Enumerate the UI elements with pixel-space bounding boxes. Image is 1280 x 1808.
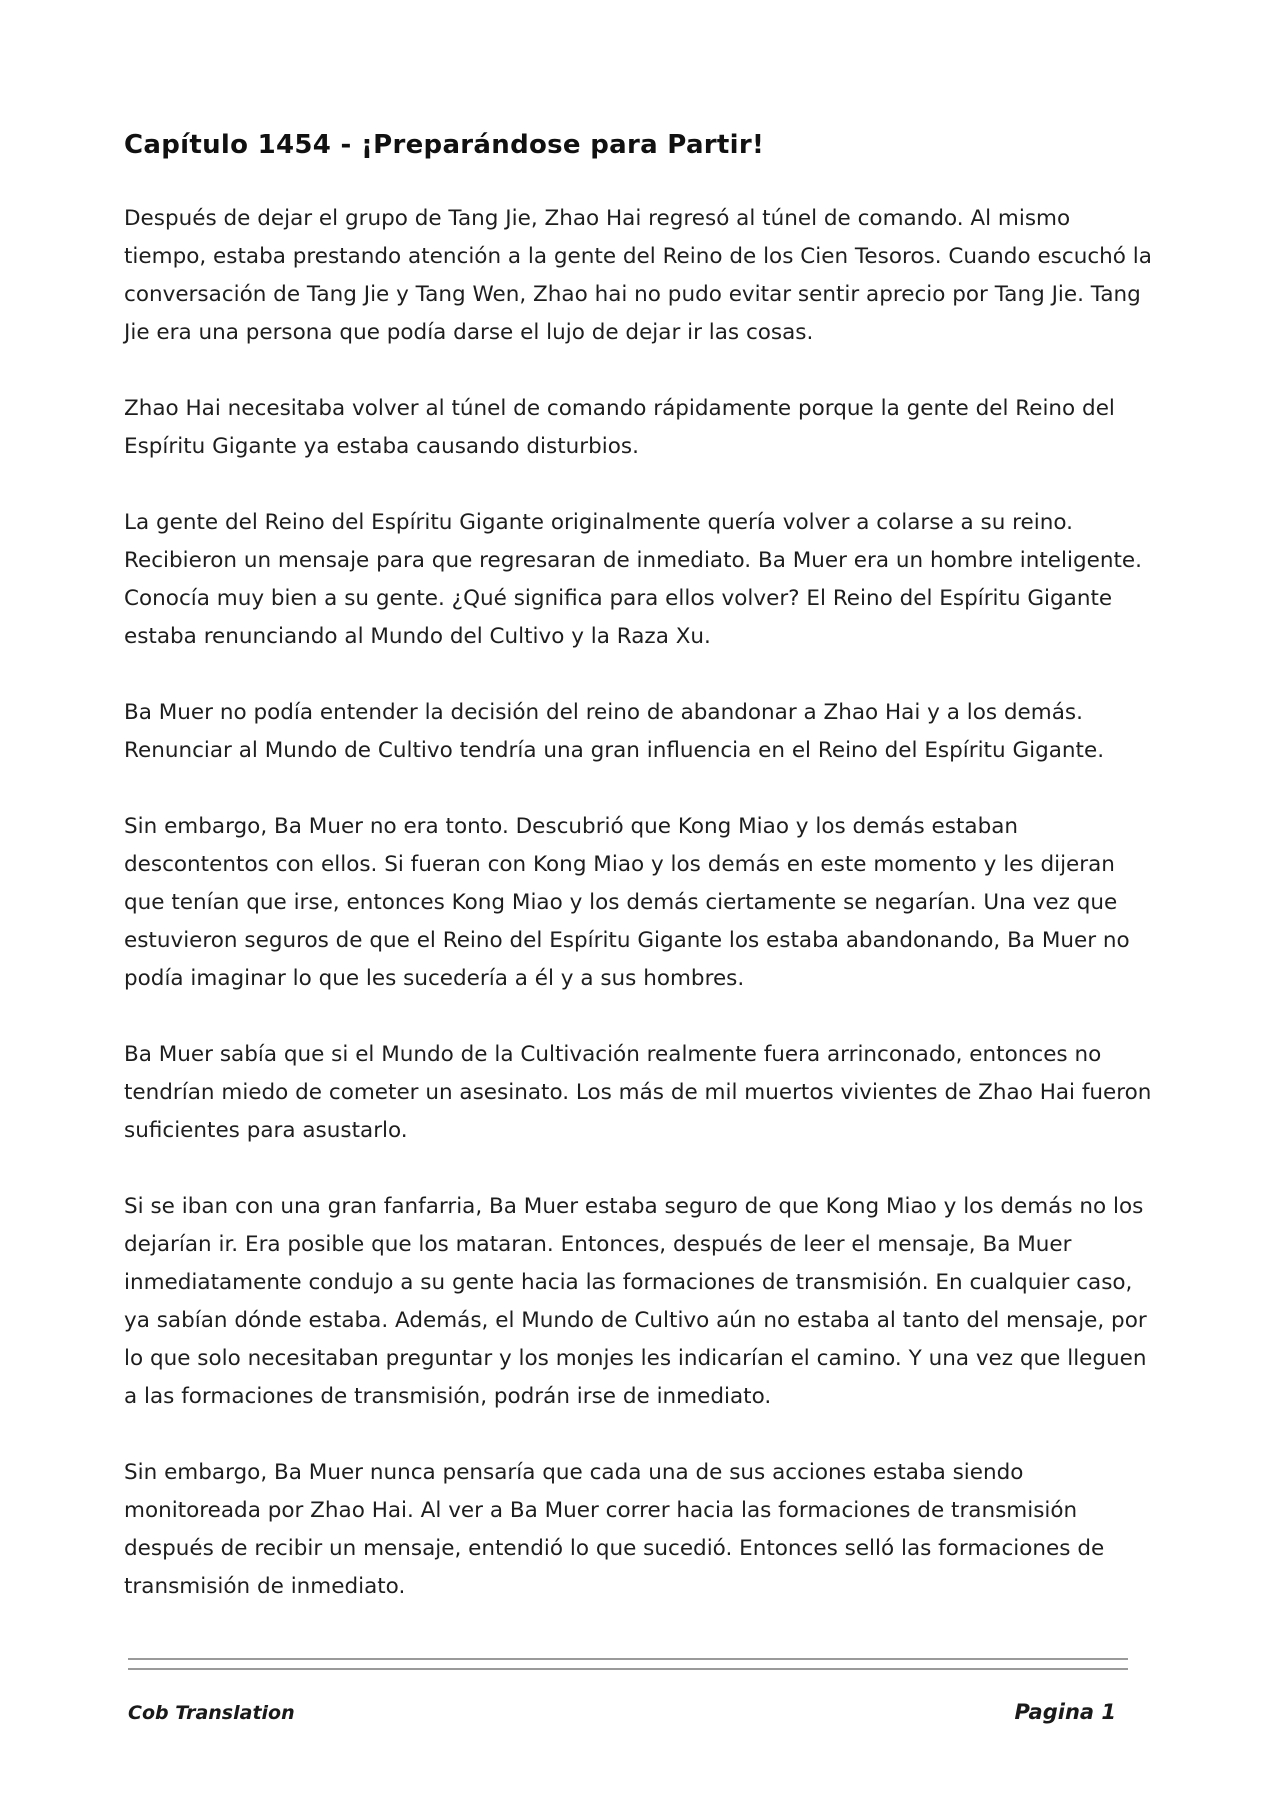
paragraph: Sin embargo, Ba Muer nunca pensaría que cada una de sus acciones estaba siendo monitoreada por Zhao Hai. Al ver a Ba Muer correr hacia las formaciones de transmisión después de recibir un mensaje, entendió lo que sucedió. Entonces selló las formaciones de transmisión de inmediato. bbox=[124, 1460, 1105, 1599]
footer-divider-bottom bbox=[128, 1668, 1128, 1670]
footer-page-number: Pagina 1 bbox=[1014, 1700, 1116, 1724]
paragraph: Sin embargo, Ba Muer no era tonto. Descubrió que Kong Miao y los demás estaban descontentos con ellos. Si fueran con Kong Miao y los demás en este momento y les dijeran que tenían que irse, entonces Kong Miao y los demás ciertamente se negarían. Una vez que estuvieron seguros de que el Reino del Espíritu Gigante los estaba abandonando, Ba Muer no podía imaginar lo que les sucedería a él y a sus hombres. bbox=[124, 814, 1130, 991]
paragraph: Ba Muer sabía que si el Mundo de la Cultivación realmente fuera arrinconado, entonces no tendrían miedo de cometer un asesinato. Los más de mil muertos vivientes de Zhao Hai fueron suficientes para asustarlo. bbox=[124, 1042, 1152, 1143]
footer-divider-top bbox=[128, 1658, 1128, 1660]
paragraph: La gente del Reino del Espíritu Gigante originalmente quería volver a colarse a su reino. Recibieron un mensaje para que regresaran de inmediato. Ba Muer era un hombre inteligente. Conocía muy bien a su gente. ¿Qué significa para ellos volver? El Reino del Espíritu Gigante estaba renunciando al Mundo del Cultivo y la Raza Xu. bbox=[124, 510, 1142, 649]
paragraph: Ba Muer no podía entender la decisión del reino de abandonar a Zhao Hai y a los demás. Renunciar al Mundo de Cultivo tendría una gran influencia en el Reino del Espíritu Gigante. bbox=[124, 700, 1105, 763]
paragraph: Zhao Hai necesitaba volver al túnel de comando rápidamente porque la gente del Reino del Espíritu Gigante ya estaba causando disturbios. bbox=[124, 396, 1115, 459]
footer-translator-credit: Cob Translation bbox=[128, 1702, 295, 1724]
chapter-body bbox=[124, 200, 1154, 1644]
paragraph: Si se iban con una gran fanfarria, Ba Muer estaba seguro de que Kong Miao y los demás no los dejarían ir. Era posible que los mataran. Entonces, después de leer el mensaje, Ba Muer inmediatamente condujo a su gente hacia las formaciones de transmisión. En cualquier caso, ya sabían dónde estaba. Además, el Mundo de Cultivo aún no estaba al tanto del mensaje, por lo que solo necesitaban preguntar y los monjes les indicarían el camino. Y una vez que lleguen a las formaciones de transmisión, podrán irse de inmediato. bbox=[124, 1194, 1147, 1409]
paragraph: Después de dejar el grupo de Tang Jie, Zhao Hai regresó al túnel de comando. Al mismo tiempo, estaba prestando atención a la gente del Reino de los Cien Tesoros. Cuando escuchó la conversación de Tang Jie y Tang Wen, Zhao hai no pudo evitar sentir aprecio por Tang Jie. Tang Jie era una persona que podía darse el lujo de dejar ir las cosas. bbox=[124, 206, 1152, 345]
chapter-title: Capítulo 1454 - ¡Preparándose para Partir! bbox=[124, 130, 765, 160]
